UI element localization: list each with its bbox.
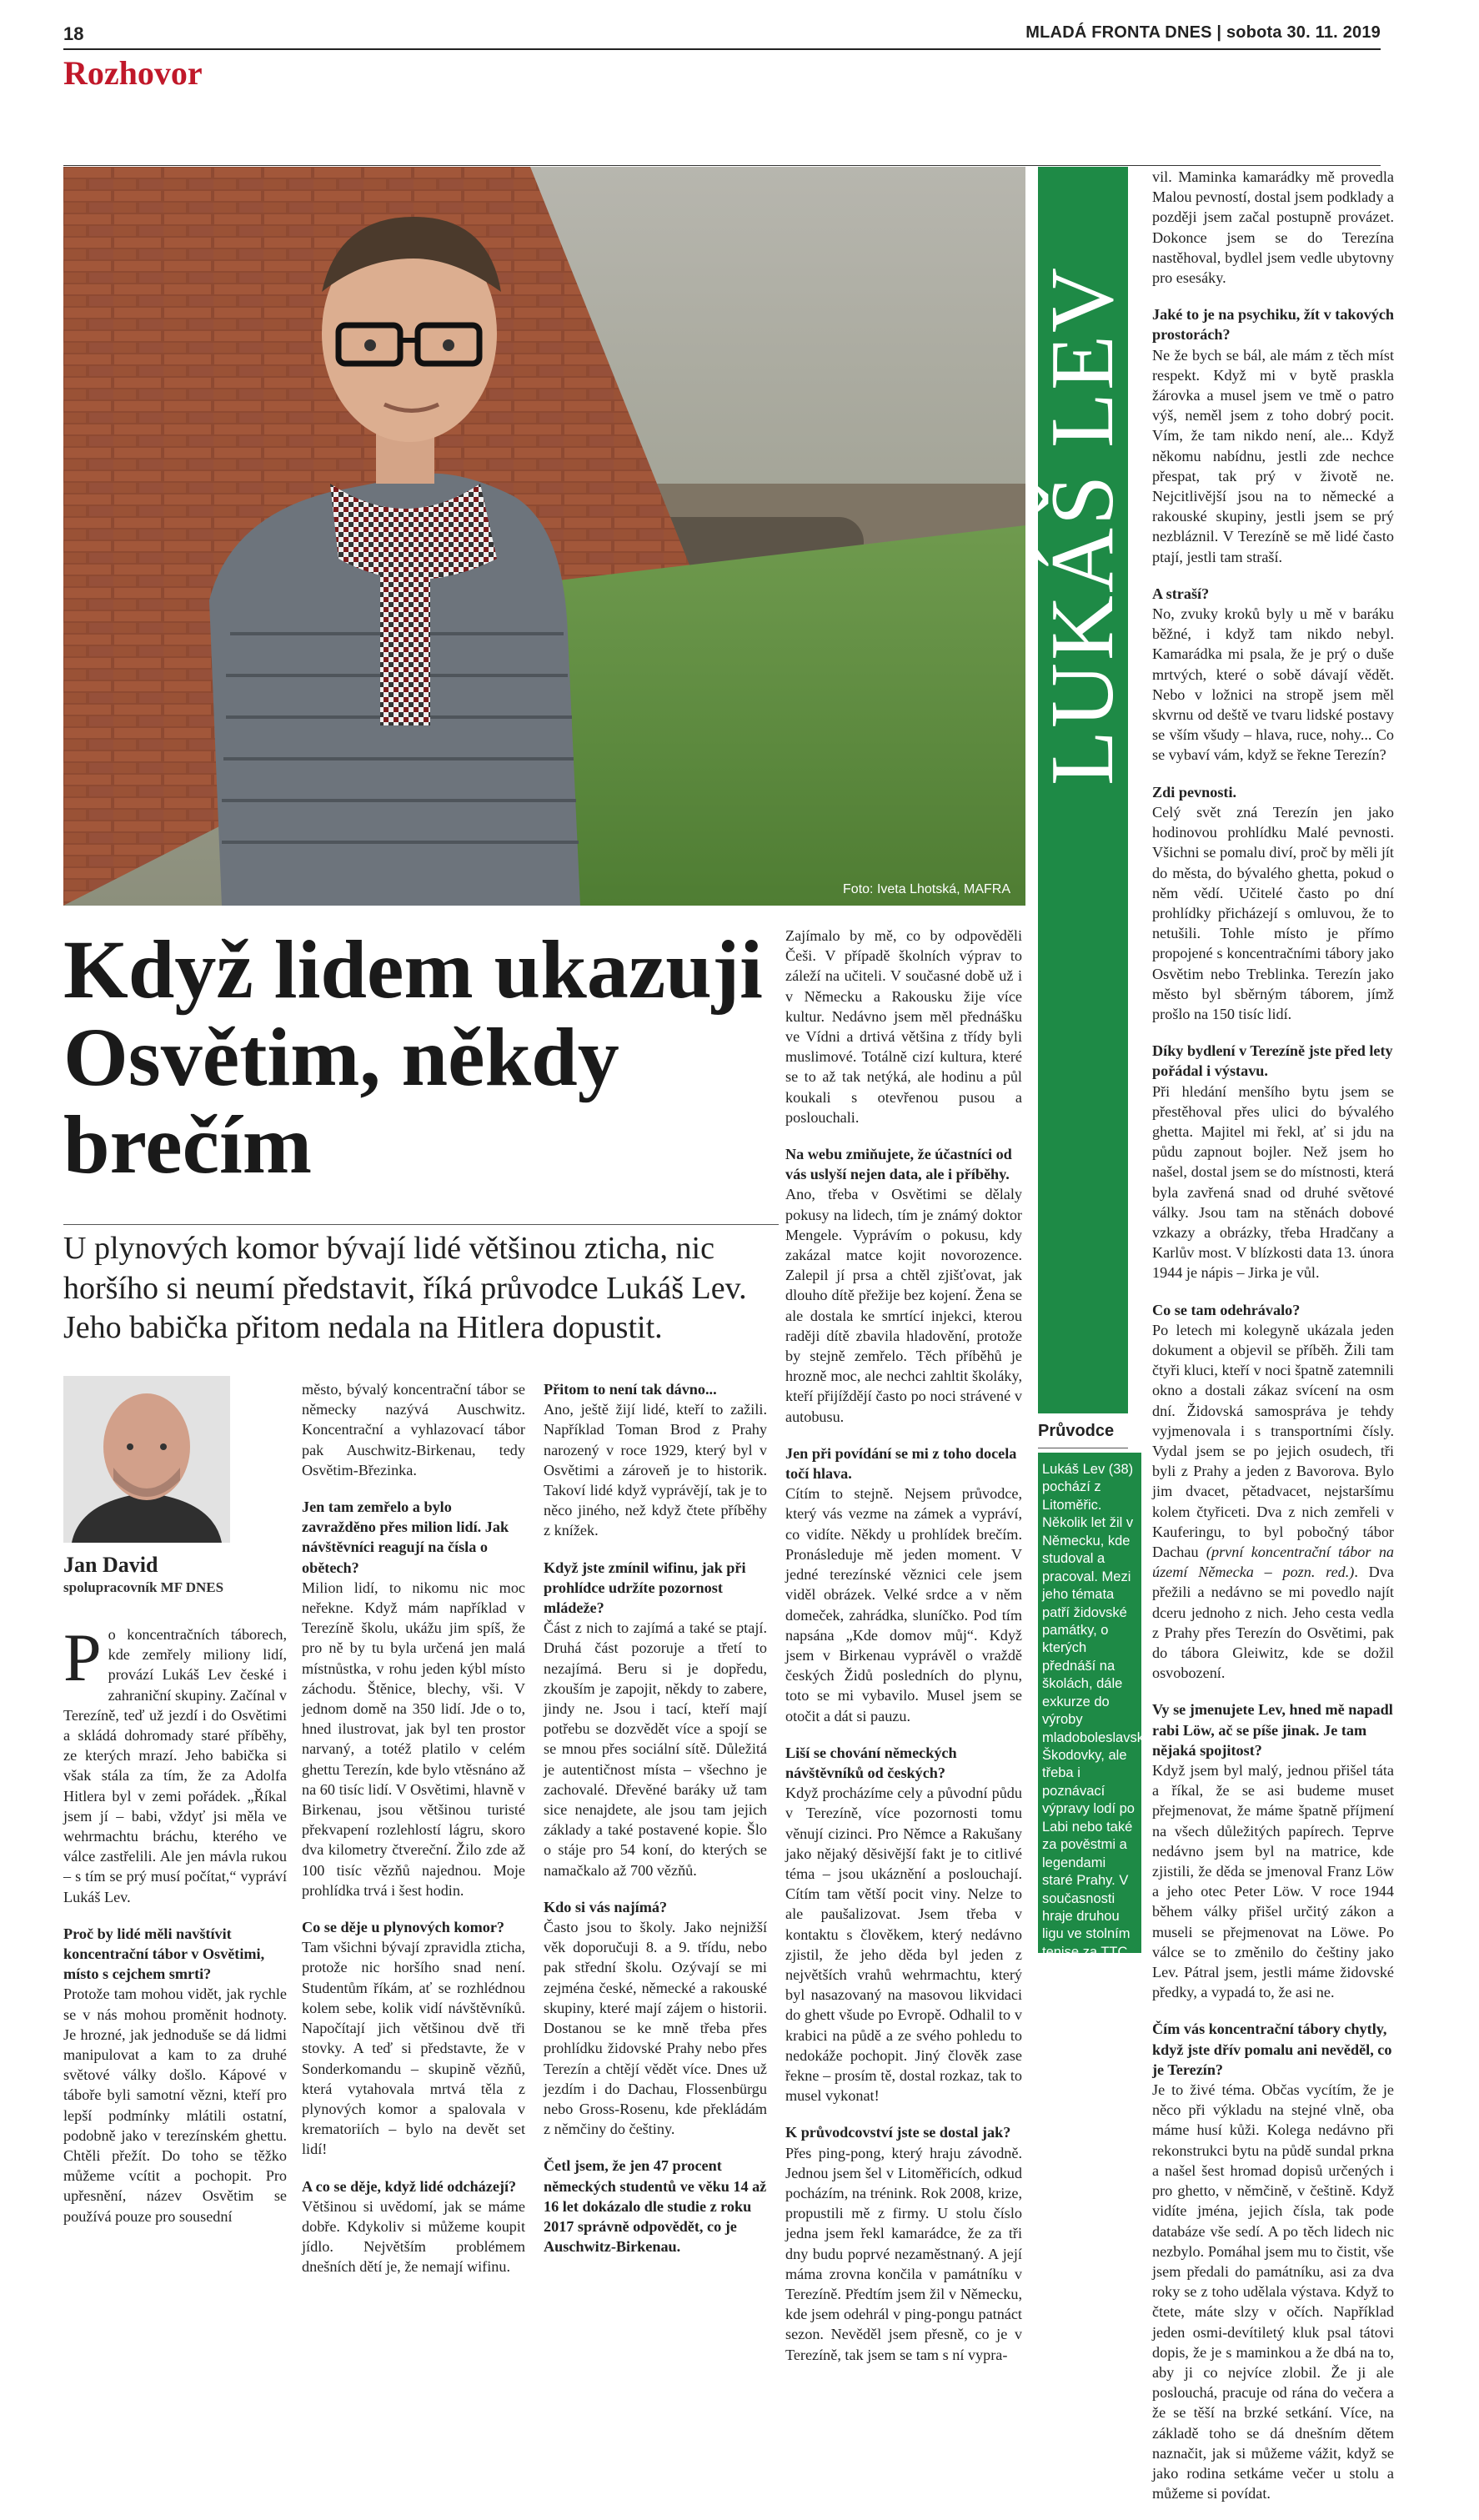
header-rule (63, 48, 1381, 50)
answer: Když procházíme cely a původní půdu v Terezíně, více pozornosti tomu věnují cizinci. Pro Němce a Rakušany jako nějaký děsivější fakt je to citlivé téma – jsou ukáznění a poslouchají. Cítím tam větší pocit viny. Nelze to ale paušalizovat. Jsem třeba v kontaktu s člověkem, který nedávno zjistil, že jeho děda byl jeden z největších vrahů wehrmachtu, který byl nasazovaný na masovou likvidaci do ghett všude po Evropě. Odhalil to v krabici na půdě a ze svého pohledu to nedokáže pochopit. Jiný člověk zase řekne – prosím tě, dostal rozkaz, tak to musel vykonat! (785, 1785, 1022, 2105)
question: Na webu zmiňujete, že účastníci od vás uslyší nejen data, ale i příběhy. (785, 1146, 1012, 1183)
masthead: MLADÁ FRONTA DNES | sobota 30. 11. 2019 (1025, 23, 1381, 42)
paragraph: vil. Maminka kamarádky mě provedla Malou pevností, dostal jsem podklady a později jsem začal postupně provázet. Dokonce jsem se do Terezína nastěhoval, bydlel jsem vedle ubytovny pro esesáky. (1152, 168, 1394, 287)
answer: No, zvuky kroků byly u mě v baráku běžné, i když tam nikdo nebyl. Kamarádka mi psala, že je prý o duše mrtvých, které o sobě dávají vědět. Nebo v ložnici na stropě jsem měl skvrnu od deště ve tvaru lidské postavy se vším všudy – hlava, ruce, nohy... Co se vybaví vám, když se řekne Terezín? (1152, 605, 1394, 764)
answer: Ano, třeba v Osvětimi se dělaly pokusy na lidech, tím je známý doktor Mengele. Vyprávím o pokusu, kdy zakázal matce kojit novorozence. Zalepil jí prsa a chtěl zjišťovat, jak dlouho dítě přežije bez kojení. Žena se ale dostala ke smrtící injekci, kterou raději dítě zbavila hladovění, protože by stejně zemřelo. Těch příběhů je hrozně moc, ale nechci zahltit školáky, kteří přijíždějí často po noci strávené v autobusu. (785, 1186, 1022, 1425)
author-photo-illustration (63, 1376, 230, 1543)
answer (1152, 1320, 1394, 1684)
question: A straší? (1152, 585, 1210, 602)
question: Jen při povídání se mi z toho docela točí hlava. (785, 1444, 1017, 1483)
lead-paragraph (63, 1619, 287, 1907)
answer: Často jsou to školy. Jako nejnižší věk doporučuji 8. a 9. třídu, nebo pak střední školu. Ozývají se mi zejména české, německé a rakouské skupiny, které mají zájem o historii. Dostanou se ke mně třeba přes prohlídku židovské Prahy nebo přes Terezín a chtějí vědět více. Dnes už jezdím i do Dachau, Flossenbürgu nebo Gross-Rosenu, kde překládám z němčiny do češtiny. (544, 1919, 767, 2138)
question: Přitom to není tak dávno... (544, 1381, 717, 1398)
portrait-photo-illustration (63, 167, 1025, 906)
answer-part: . Dva přežili a nedávno se mi povedlo najít dceru jednoho z nich. Jeho cesta vedla z Prahy přes Terezín do Osvětimi, pak do tábora Gleiwitz, kde se dožil osvobození. (1152, 1564, 1394, 1682)
deck-perex: U plynových komor bývají lidé většinou zticha, nic horšího si neumí představit, říká průvodce Lukáš Lev. Jeho babička přitom nedala na Hitlera dopustit. (63, 1231, 747, 1345)
question: Čím vás koncentrační tábory chytly, když jste dřív pomalu ani nevěděl, co je Terezín? (1152, 2021, 1392, 2078)
answer: Většinou si uvědomí, jak se máme dobře. Kdykoliv si můžeme koupit jídlo. Největším problémem dnešních dětí je, že nemají wifinu. (302, 2197, 525, 2276)
answer: Cítím to stejně. Nejsem průvodce, který vás vezme na zámek a vypráví, co vidíte. Někdy u prohlídek brečím. Pronásleduje mě jeden moment. V jedné terezínské věznici cele jsem viděl obrázek. Velké srdce a v něm domeček, zahrádka, sluníčko. Pod tím napsána „Kde domov můj“. Když jsem v Birkenau vyprávěl o vraždě českých Židů posledních do plynu, toto se mi vybavilo. Musel jsem se otočit a dát si pauzu. (785, 1485, 1022, 1724)
interviewee-name: LUKÁŠ LEV (1033, 265, 1132, 786)
paragraph: Zajímalo by mě, co by odpověděli Češi. V případě školních výprav to záleží na učiteli. V současné době už i v Německu a Rakousku žije více kultur. Nedávno jsem měl přednášku ve Vídni a drtivá většina z třídy byli muslimové. Totálně cizí kultura, které se to až tak netýká, ale hodinu a půl koukali s otevřenou pusou a poslouchali. (785, 927, 1022, 1126)
question: Jen tam zemřelo a bylo zavražděno přes milion lidí. Jak návštěvníci reagují na čísla o obětech? (302, 1498, 509, 1576)
section-title: Rozhovor (63, 54, 203, 92)
question: Co se děje u plynových komor? (302, 1919, 505, 1936)
headline: Když lidem ukazuji Osvětim, někdy brečím (63, 923, 763, 1191)
photo-top-rule (63, 165, 1381, 166)
question: Kdo si vás najímá? (544, 1898, 668, 1915)
question: Jaké to je na psychiku, žít v takových prostorách? (1152, 306, 1395, 344)
answer: Protože tam mohou vidět, jak rychle se v nás mohou proměnit hodnoty. Je hrozné, jak jednoduše se dá lidmi manipulovat a kam to za druhé světové války došlo. Kápové v táboře byli samotní vězni, kteří pro lepší podmínky mlátili ostatní, podobně jako v terezínském ghettu. Chtěli přežít. Do toho se těžko můžeme vcítit a pochopit. Pro upřesnění, název Osvětim se používá pouze pro sousední (63, 1985, 287, 2225)
page-number: 18 (63, 23, 84, 44)
lead-text: o koncentračních táborech, kde zemřely miliony lidí, provází Lukáš Lev české i zahraniční skupiny. Začínal v Terezíně, teď už jezdí i do Osvětimi a skládá dohromady staré příběhy, ze kterých mrazí. Jeho babička si však stála za tím, že za Adolfa Hitlera byl v zemi pořádek. „Říkal jsem jí – babi, vždyť jsi měla ve wehrmachtu bráchu, kterého ve válce zastřelili. Ale jen mávla rukou – s tím se prý musí počítat,“ vypráví Lukáš Lev. (63, 1626, 287, 1905)
answer-part: Po letech mi kolegyně ukázala jeden dokument a objevil se příběh. Žili tam čtyři kluci, kteří v noci špatně zatemnili okno a dostali zákaz svícení na osm dní. Židovská samospráva je tehdy vyjmenovala i s transportními čísly. Vydal jsem se po jejich osudech, tři byli z Prahy a jeden z Bavorova. Bylo jim dvacet, pětadvacet, nejstaršímu kolem čtyřiceti. Dva z nich zemřeli v Kauferingu, to byl pobočný tábor Dachau (1152, 1321, 1394, 1560)
question: Četl jsem, že jen 47 procent německých studentů ve věku 14 až 16 let dokázalo dle studie z roku 2017 správně odpovědět, co je Auschwitz-Birkenau. (544, 2157, 767, 2256)
deck-rule (63, 1224, 779, 1225)
photo-credit: Foto: Iveta Lhotská, MAFRA (843, 882, 1010, 896)
sidebar-heading: Průvodce (1038, 1422, 1115, 1440)
text-column-1 (63, 1619, 287, 2243)
drop-cap: P (63, 1619, 102, 1695)
answer: Milion lidí, to nikomu nic moc neřekne. Když mám například v Terezíně školu, ukážu jim spíš, že pro ně by tu byla určená jen malá místnůstka, v rohu jeden kýbl místo záchodu. Štěnice, blechy, vši. V jednom domě na 350 lidí. Jde o to, hned ilustrovat, jak byl ten prostor narvaný, a totéž platilo v celém ghettu Terezín, kde bylo vtěsnáno až na 60 tisíc lidí. V Osvětimi, hlavně v Birkenau, jsou většinou turisté překvapení rozlehlostí lágru, skoro dva kilometry čtvereční. Žilo zde až 100 tisíc vězňů najednou. Moje prohlídka trvá i šest hodin. (302, 1579, 525, 1899)
author-name: Jan David (63, 1553, 158, 1577)
answer: Celý svět zná Terezín jen jako hodinovou prohlídku Malé pevnosti. Všichni se pomalu diví, proč by měli jít do města, do bývalého ghetta, pokud o něm vědí. Učitelé často po dní prohlídky přicházejí s omluvou, že to netušili. Tohle místo je přímo propojené s koncentračními tábory jako Osvětim nebo Treblinka. Terezín jako město byl sběrným táborem, jímž prošlo na 150 tisíc lidí. (1152, 803, 1394, 1022)
answer: Ano, ještě žijí lidé, kteří to zažili. Například Toman Brod z Prahy narozený v roce 1929, který byl v Osvětimi a zároveň je to historik. Takoví lidé když vyprávějí, tak je to něco jiného, než když čtete příběhy z knížek. (544, 1401, 767, 1539)
answer: Tam všichni bývají zpravidla zticha, protože nic horšího snad není. Studentům říkám, ať se rozhlédnou kolem sebe, kolik vidí návštěvníků. Napočítají jich většinou dvě tři stovky. A teď si představte, že v Sonderkomandu – skupině vězňů, která vytahovala mrtvá těla z plynových komor a spalovala v krematoriích – bylo na devět set lidí! (302, 1939, 525, 2158)
question: K průvodcovství jste se dostal jak? (785, 2124, 1011, 2141)
author-photo (63, 1376, 230, 1543)
question: Liší se chování německých návštěvníků od českých? (785, 1744, 957, 1781)
paragraph: město, bývalý koncentrační tábor se německy nazývá Auschwitz. Koncentrační a vyhlazovací tábor pak Auschwitz-Birkenau, tedy Osvětim-Březinka. (302, 1381, 525, 1478)
text-column-5 (1152, 167, 1394, 2520)
answer: Přes ping-pong, který hraju závodně. Jednou jsem šel v Litoměřicích, odkud pocházím, na trénink. Rok 2008, krize, propustili mě z firmy. U stolu číslo jedna jsem řekl kamarádce, že za tři dny budu poprvé nezaměstnaný. A její máma zrovna končila v památníku v Terezíně. Předtím jsem žil v Německu, kde jsem odehrál v ping-pongu patnáct sezon. Nevěděl jsem přesně, co je v Terezíně, tak jsem se tam s ní vypra- (785, 2144, 1022, 2363)
interviewee-name-vertical (1033, 167, 1132, 786)
portrait-photo (63, 167, 1025, 906)
answer: Část z nich to zajímá a také se ptají. Druhá část pozoruje a třetí to nezajímá. Beru si je dopředu, zkouším je zapojit, někdy to zabere, jindy ne. Jsou i tací, kteří mají potřebu se dozvědět více a spojí se se mnou přes sociální sítě. Důležitá je autentičnost místa – všechno je zachovalé. Dřevěné baráky už tam sice nenajdete, ale jsou tam jejich základy a také postavené kopie. Šlo o stáje pro 54 koní, do kterých se namačkalo až 700 vězňů. (544, 1619, 767, 1879)
text-column-4 (785, 926, 1022, 2382)
sidebar-text: Lukáš Lev (38) pochází z Litoměřic. Několik let žil v Německu, kde studoval a pracoval. Mezi jeho témata patří židovské památky, o kterých přednáší na školách, dále exkurze do výroby mladoboleslavské Škodovky, ale třeba i poznávací výpravy lodí po Labi nebo také za pověstmi a legendami staré Prahy. V současnosti hraje druhou ligu ve stolním tenise za TTC Litoměřice. Ve volném čase pořádá přednášky, konference a autorská čtení ve spolupráci s Vysokou školou aplikované psychologie a Klubem vojenské historie v Terezíně. (1042, 1462, 1152, 2228)
author-role: spolupracovník MF DNES (63, 1579, 224, 1595)
answer: Je to živé téma. Občas vycítím, že je něco při výkladu na stejné vlně, oba máme husí kůži. Kolega nedávno při rekonstrukci bytu na půdě sundal prkna a našel šest hromad dopisů určených i pro ghetto, v němčině, v češtině. Když vidíte jména, jejich čísla, tak pode databáze vše sedí. A po těch lidech nic nezbylo. Pomáhal jsem mu to čistit, vše jsem předali do památníku, asi za dva roky se z toho udělala výstava. Když to čtete, máte slzy v očích. Například jeden osmi-devítiletý kluk psal tátovi dopis, že je s maminkou a že dbá na to, aby ji co nejvíce zlobil. Že ji ale poslouchá, pracuje od rána do večera a že se těší na brzké setkání. Více, na základě toho se dá dnešním dětem naznačit, jak si můžeme vážit, když se jako rodina setkáme večer u stolu a můžeme si povídat. (1152, 2081, 1394, 2502)
question: Díky bydlení v Terezíně jste před lety pořádal i výstavu. (1152, 1042, 1393, 1080)
answer: Ne že bych se bál, ale mám z těch míst respekt. Když mi v bytě praskla žárovka a musel jsem ve tmě o patro výš, neměl jsem z toho dobrý pocit. Vím, že tam nikdo není, ale... Když někomu nabídnu, jestli zde nechce přespat, tak prý v životě ne. Nejcitlivější jsou na to německé a rakouské skupiny, jestli jsem se prý nezbláznil. V Terezíně se mě lidé často ptají, jestli tam straší. (1152, 346, 1394, 565)
question: A co se děje, když lidé odcházejí? (302, 2177, 517, 2195)
question: Vy se jmenujete Lev, hned mě napadl rabi Löw, ač se píše jinak. Je tam nějaká spojitost? (1152, 1701, 1393, 1759)
editor-note: (první koncentrační tábor na území Německa – pozn. red.) (1152, 1544, 1395, 1581)
question: Zdi pevnosti. (1152, 783, 1237, 801)
question: Co se tam odehrávalo? (1152, 1301, 1301, 1318)
answer: Při hledání menšího bytu jsem se přestěhoval přes ulici do bývalého ghetta. Majitel mi řekl, ať si jdu na půdu zapnout bojler. Než jsem ho našel, dostal jsem se do místnosti, která byla zavřená snad od druhé světové války. Jsou tam na stěnách dobové vzkazy a obrázky, třeba Hradčany a Karlův most. V blízkosti data 13. února 1944 je nápis – Jirka je vůl. (1152, 1082, 1394, 1282)
question: Proč by lidé měli navštívit koncentrační tábor v Osvětimi, místo s cejchem smrti? (63, 1925, 265, 1983)
answer: Když jsem byl malý, jednou přišel táta a říkal, že se asi budeme muset přejmenovat, že máme špatně příjmení na všech důležitých papírech. Teprve nedávno jsem byl na matrice, kde zjistili, že děda se jmenoval Franz Löw a jeho otec Peter Löw. V roce 1944 během války přišel určitý zákon a museli se přejmenovat na Löwe. Po válce se to změnilo do češtiny jako Lev. Pátral jsem, jestli máme židovské předky, a vypadá to, že asi ne. (1152, 1762, 1394, 2001)
text-column-2 (302, 1379, 525, 2294)
question: Když jste zmínil wifinu, jak při prohlídce udržíte pozornost mládeže? (544, 1559, 746, 1617)
text-column-3 (544, 1379, 767, 2256)
